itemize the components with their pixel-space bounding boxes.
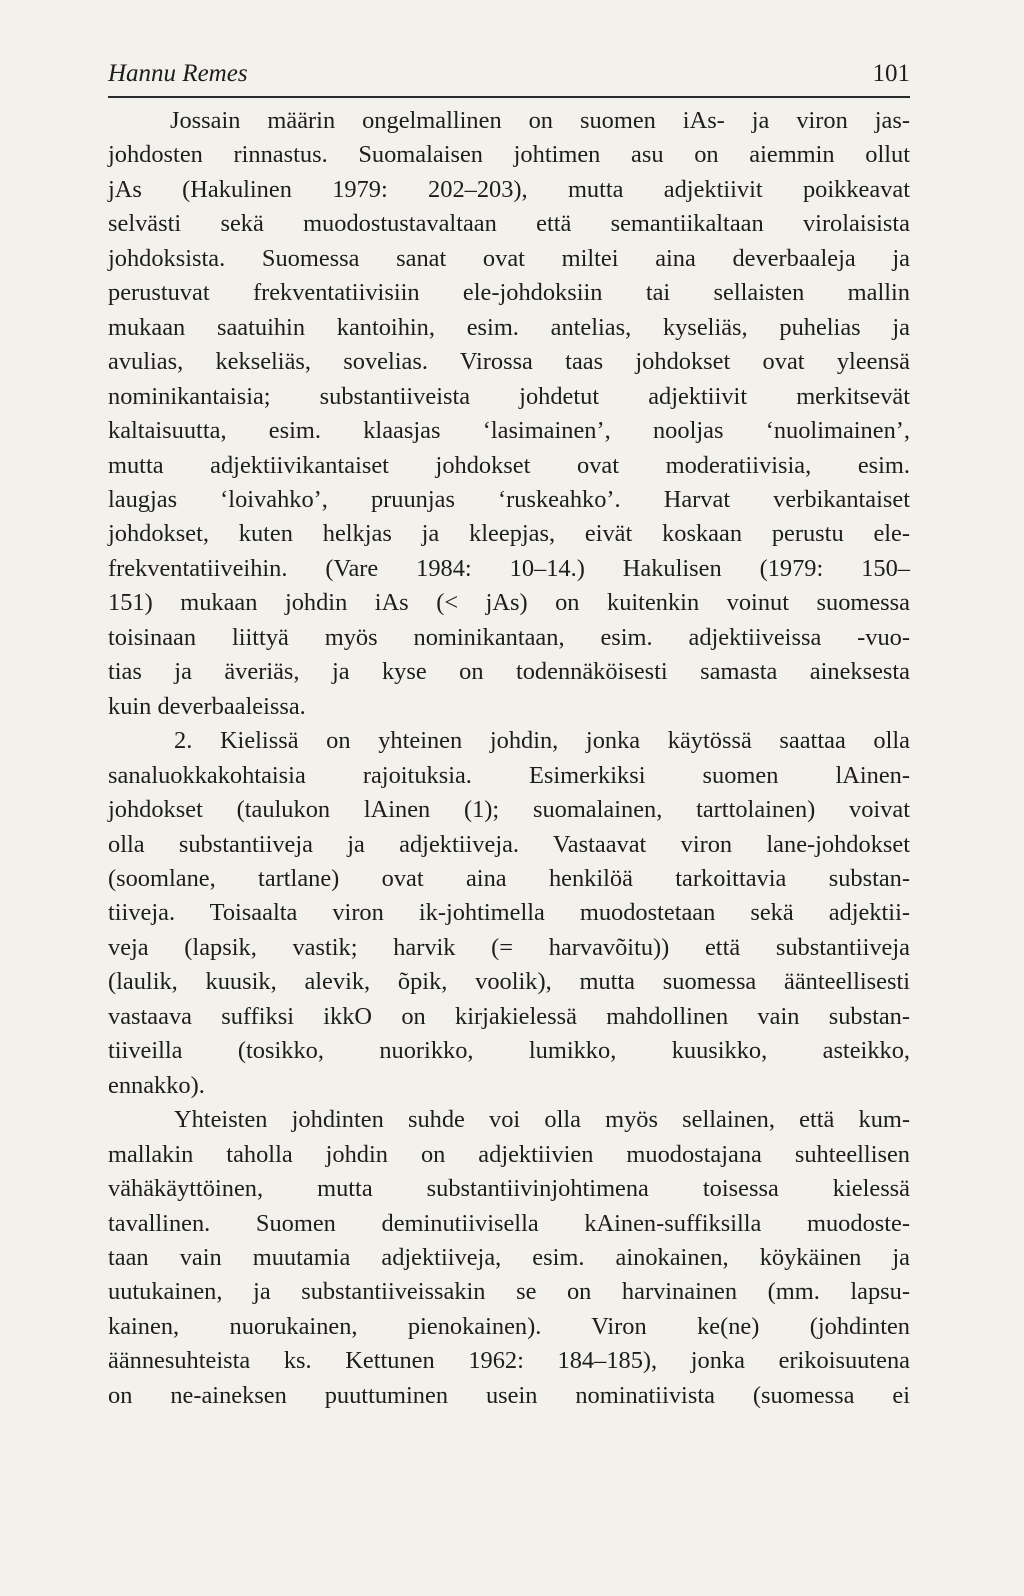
text-line: johdosten rinnastus. Suomalaisen johtimen asu on aiemmin ollut: [108, 141, 910, 169]
text-line: tiiveja. Toisaalta viron ik-johtimella muodostetaan sekä adjektii-: [108, 899, 910, 927]
text-line: Yhteisten johdinten suhde voi olla myös sellainen, että kum-: [174, 1106, 910, 1134]
text-line: johdokset, kuten helkjas ja kleepjas, eivät koskaan perustu ele-: [108, 520, 910, 548]
text-line: tias ja äveriäs, ja kyse on todennäköisesti samasta aineksesta: [108, 658, 910, 686]
text-line: tavallinen. Suomen deminutiivisella kAinen-suffiksilla muodoste-: [108, 1209, 910, 1237]
page-number: 101: [872, 60, 910, 87]
text-line: nominikantaisia; substantiiveista johdetut adjektiivit merkitsevät: [108, 382, 910, 410]
text-line: jAs (Hakulinen 1979: 202–203), mutta adjektiivit poikkeavat: [108, 175, 910, 203]
text-line: mutta adjektiivikantaiset johdokset ovat moderatiivisia, esim.: [108, 451, 910, 479]
text-line: mukaan saatuihin kantoihin, esim. antelias, kyseliäs, puhelias ja: [108, 313, 910, 341]
running-header: [108, 56, 910, 98]
text-line: (soomlane, tartlane) ovat aina henkilöä tarkoittavia substan-: [108, 864, 910, 892]
text-line: veja (lapsik, vastik; harvik (= harvavõitu)) että substantiiveja: [108, 933, 910, 961]
text-line: (laulik, kuusik, alevik, õpik, voolik), mutta suomessa äänteellisesti: [108, 968, 910, 996]
text-line: perustuvat frekventatiivisiin ele-johdoksiin tai sellaisten mallin: [108, 279, 910, 307]
body-text: [108, 104, 910, 1413]
text-line: laugjas ‘loivahko’, pruunjas ‘ruskeahko’. Harvat verbikantaiset: [108, 485, 910, 513]
text-line: on ne-aineksen puuttuminen usein nominatiivista (suomessa ei: [108, 1381, 910, 1409]
text-line: selvästi sekä muodostustavaltaan että semantiikaltaan virolaisista: [108, 210, 910, 238]
text-line: taan vain muutamia adjektiiveja, esim. ainokainen, köykäinen ja: [108, 1243, 910, 1271]
text-line: äännesuhteista ks. Kettunen 1962: 184–185), jonka erikoisuutena: [108, 1347, 910, 1375]
text-line: 151) mukaan johdin iAs (< jAs) on kuitenkin voinut suomessa: [108, 589, 910, 617]
text-line: Jossain määrin ongelmallinen on suomen iAs- ja viron jas-: [170, 107, 910, 134]
text-line: kuin deverbaaleissa.: [108, 692, 306, 720]
text-line: tiiveilla (tosikko, nuorikko, lumikko, kuusikko, asteikko,: [108, 1037, 910, 1065]
text-line: frekventatiiveihin. (Vare 1984: 10–14.) Hakulisen (1979: 150–: [108, 554, 910, 582]
text-line: 2. Kielissä on yhteinen johdin, jonka käytössä saattaa olla: [174, 727, 910, 755]
text-line: olla substantiiveja ja adjektiiveja. Vastaavat viron lane-johdokset: [108, 830, 910, 858]
text-line: johdoksista. Suomessa sanat ovat miltei aina deverbaaleja ja: [108, 244, 910, 272]
text-line: kainen, nuorukainen, pienokainen). Viron ke(ne) (johdinten: [108, 1312, 910, 1340]
text-line: vähäkäyttöinen, mutta substantiivinjohtimena toisessa kielessä: [108, 1175, 910, 1203]
running-header-author: Hannu Remes: [108, 60, 248, 87]
text-line: sanaluokkakohtaisia rajoituksia. Esimerkiksi suomen lAinen-: [108, 761, 910, 789]
text-line: mallakin taholla johdin on adjektiivien muodostajana suhteellisen: [108, 1140, 910, 1168]
text-line: vastaava suffiksi ikkO on kirjakielessä mahdollinen vain substan-: [108, 1002, 910, 1030]
text-line: avulias, kekseliäs, sovelias. Virossa taas johdokset ovat yleensä: [108, 348, 910, 376]
text-line: johdokset (taulukon lAinen (1); suomalainen, tarttolainen) voivat: [108, 796, 910, 824]
text-line: toisinaan liittyä myös nominikantaan, esim. adjektiiveissa -vuo-: [108, 623, 910, 651]
text-line: uutukainen, ja substantiiveissakin se on harvinainen (mm. lapsu-: [108, 1278, 910, 1306]
text-line: ennakko).: [108, 1071, 205, 1099]
text-line: kaltaisuutta, esim. klaasjas ‘lasimainen’, nooljas ‘nuolimainen’,: [108, 417, 910, 445]
